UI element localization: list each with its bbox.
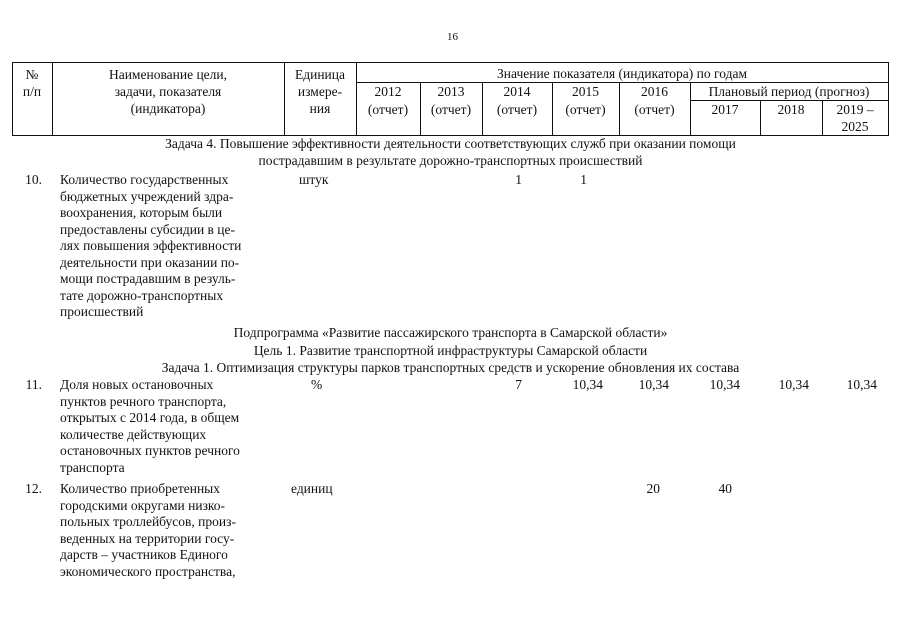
- value-2018: 10,34: [778, 377, 809, 392]
- year-2013-note: (отчет): [430, 102, 472, 117]
- indicator-name: Количество государственных бюджетных учреждений здра- воохранения, которым были предоставлены субсидии в це- лях повышения эффективности деятельности при оказании по- мощи пострадавшим в резуль- тате дорожно-транспортных происшествий: [60, 172, 242, 319]
- year-2019-2025: 2019 – 2025: [836, 102, 874, 134]
- value-2015: 10,34: [572, 377, 603, 392]
- col-values-header: Значение показателя (индикатора) по годам: [497, 66, 747, 81]
- unit-cell: штук: [299, 172, 329, 187]
- year-2013: 2013: [437, 84, 465, 99]
- value-2017: 10,34: [709, 377, 740, 392]
- col-name-header: Наименование цели, задачи, показателя (индикатора): [108, 67, 228, 116]
- row-number: 12.: [25, 481, 42, 496]
- plan-period-header: Плановый период (прогноз): [708, 84, 870, 99]
- year-2017: 2017: [711, 102, 739, 117]
- value-2017: 40: [718, 481, 732, 496]
- year-2012: 2012: [374, 84, 402, 99]
- subprogram-heading: Подпрограмма «Развитие пассажирского транспорта в Самарской области»: [233, 325, 668, 340]
- year-2016: 2016: [641, 84, 668, 99]
- value-2014: 1: [515, 172, 522, 187]
- indicator-name: Доля новых остановочных пунктов речного транспорта, открытых с 2014 года, в общем количестве действующих остановочных пунктов речного транспорта: [60, 377, 240, 475]
- year-2014: 2014: [503, 84, 531, 99]
- year-2015-note: (отчет): [565, 102, 606, 117]
- goal1-heading: Цель 1. Развитие транспортной инфраструктуры Самарской области: [253, 343, 648, 358]
- unit-cell: %: [311, 377, 323, 392]
- value-2014: 7: [515, 377, 522, 392]
- year-2014-note: (отчет): [496, 102, 538, 117]
- col-no-header: № п/п: [22, 67, 42, 99]
- task1-heading: Задача 1. Оптимизация структуры парков транспортных средств и ускорение обновления их состава: [161, 360, 740, 375]
- value-2016: 20: [646, 481, 660, 496]
- unit-cell: единиц: [291, 481, 333, 496]
- table-header: [12, 62, 889, 136]
- row-number: 11.: [25, 377, 42, 392]
- page-number: 16: [447, 31, 458, 43]
- year-2012-note: (отчет): [367, 102, 409, 117]
- year-2018: 2018: [777, 102, 805, 117]
- value-2019-2025: 10,34: [846, 377, 877, 392]
- row-number: 10.: [25, 172, 42, 187]
- year-2016-note: (отчет): [634, 102, 675, 117]
- divider: [888, 63, 889, 135]
- col-unit-header: Единица измере- ния: [294, 67, 345, 116]
- value-2015: 1: [580, 172, 587, 187]
- value-2016: 10,34: [638, 377, 669, 392]
- indicator-name: Количество приобретенных городскими округами низко- польных троллейбусов, произ- веденных на территории госу- дарств – участников Единого экономического пространства,: [60, 481, 236, 579]
- year-2015: 2015: [572, 84, 599, 99]
- task4-heading: Задача 4. Повышение эффективности деятельности соответствующих служб при оказании помощи пострадавшим в результате дорожно-транспортных происшествий: [165, 136, 736, 168]
